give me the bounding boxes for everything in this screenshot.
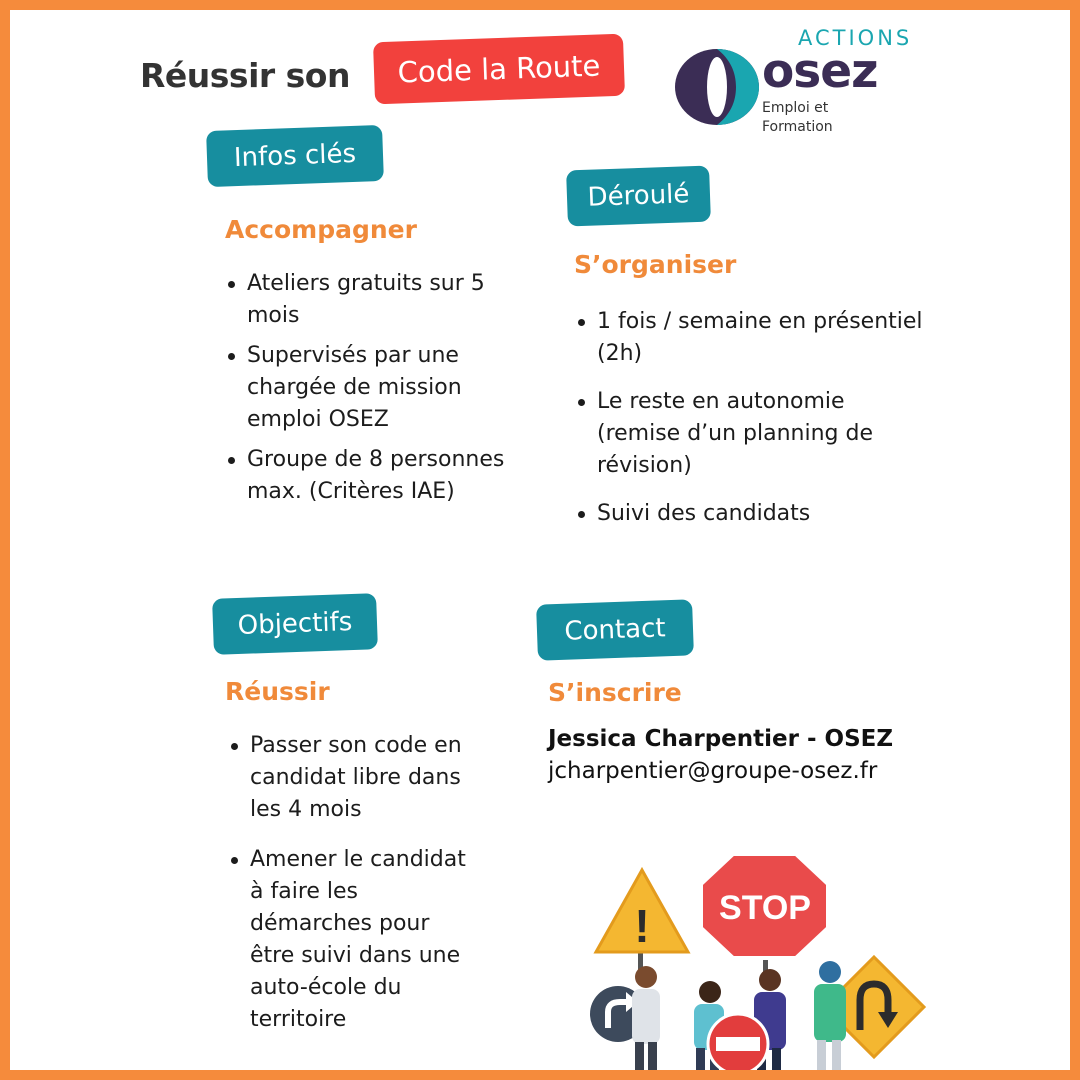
traffic-signs-illustration	[580, 832, 930, 1070]
contact-name: Jessica Charpentier - OSEZ	[548, 726, 894, 752]
list-item: Supervisés par une chargée de mission emploi OSEZ	[225, 340, 515, 436]
logo-subtitle-line1: Emploi et	[762, 100, 829, 116]
osez-logo	[670, 24, 930, 144]
no-entry-sign-icon	[708, 1014, 768, 1070]
objectifs-list	[228, 730, 478, 1044]
title-badge: Code la Route	[373, 34, 625, 105]
list-item: 1 fois / semaine en présentiel (2h)	[575, 306, 925, 370]
infos-list	[225, 268, 515, 516]
logo-osez-text: osez	[762, 44, 878, 99]
infos-pill: Infos clés	[206, 125, 384, 187]
logo-subtitle-line2: Formation	[762, 119, 833, 135]
deroule-subtitle: S’organiser	[574, 250, 737, 279]
list-item: Amener le candidat à faire les démarches pour être suivi dans une auto-école du territoire	[228, 844, 478, 1036]
logo-actions-text: ACTIONS	[798, 26, 913, 50]
list-item: Ateliers gratuits sur 5 mois	[225, 268, 515, 332]
person-figure	[632, 966, 660, 1070]
poster-content	[10, 10, 1070, 1070]
svg-text:!: !	[634, 900, 650, 952]
list-item: Le reste en autonomie (remise d’un planning de révision)	[575, 386, 925, 482]
osez-logo-mark-icon	[672, 42, 762, 132]
person-figure	[814, 961, 846, 1070]
warning-sign-icon	[596, 870, 688, 952]
contact-pill: Contact	[536, 599, 694, 660]
list-item: Suivi des candidats	[575, 498, 925, 530]
infos-subtitle: Accompagner	[225, 215, 417, 244]
list-item: Groupe de 8 personnes max. (Critères IAE)	[225, 444, 515, 508]
stop-sign-icon	[701, 854, 828, 958]
contact-email[interactable]: jcharpentier@groupe-osez.fr	[548, 758, 878, 784]
title-prefix: Réussir son	[140, 56, 350, 95]
list-item: Passer son code en candidat libre dans les 4 mois	[228, 730, 478, 826]
contact-subtitle: S’inscrire	[548, 678, 682, 707]
deroule-list	[575, 306, 925, 538]
deroule-pill: Déroulé	[566, 166, 711, 227]
svg-text:STOP: STOP	[719, 889, 811, 927]
objectifs-subtitle: Réussir	[225, 677, 330, 706]
objectifs-pill: Objectifs	[212, 593, 378, 655]
